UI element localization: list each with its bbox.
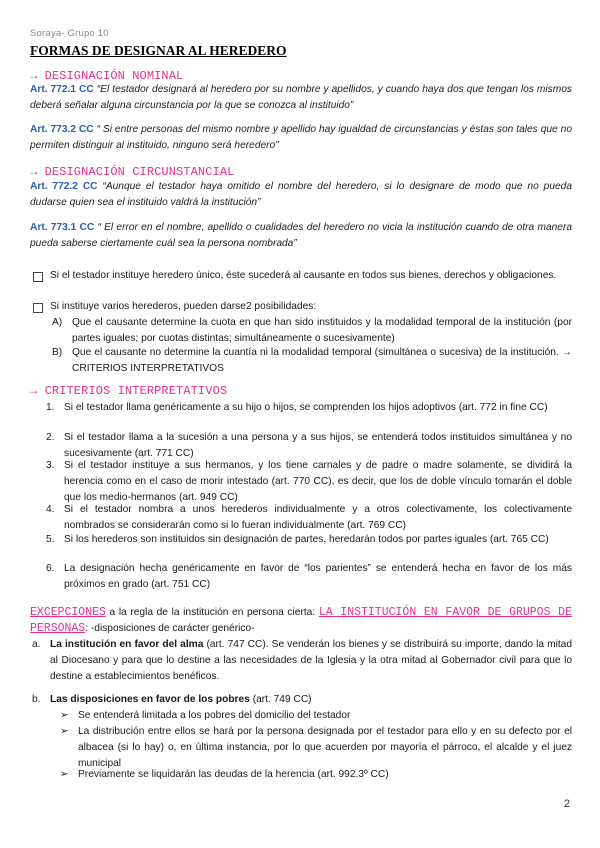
exceptions-rule-suffix: : -disposiciones de carácter genérico- bbox=[85, 623, 255, 634]
checklist-item-single-heir: Si el testador instituye heredero único, éste sucederá al causante en todos sus bienes, derechos y obligaciones. bbox=[50, 270, 557, 281]
criteria-item: Si el testador nombra a unos herederos individualmente y a otros colectivamente, los colectivamente nombrados se considerarán como si lo fueran individualmente (art. 769 CC) bbox=[64, 504, 572, 531]
exception-item-a-text: (art. 747 CC). Se venderán los bienes y se distribuirá su importe, dando la mitad al Diocesano y para que lo destine a las necesidades de la Iglesia y la otra mitad al Gobernador civil para que lo destine a establecimientos benéficos. bbox=[50, 639, 573, 682]
list-marker: a. bbox=[32, 639, 41, 650]
article-773-1 bbox=[30, 220, 572, 252]
article-quote: “Aunque el testador haya omitido el nombre del heredero, si lo designare de modo que no pueda dudarse quien sea el instituido valdrá la institución” bbox=[30, 181, 572, 208]
exception-item-a-title: La institución en favor del alma bbox=[50, 639, 204, 650]
section-title-nominal: → DESIGNACIÓN NOMINAL bbox=[30, 69, 184, 83]
exception-bullet: Se entenderá limitada a los pobres del domicilio del testador bbox=[78, 710, 351, 721]
exception-item-b-title: Las disposiciones en favor de los pobres bbox=[50, 694, 250, 705]
checklist-item-several-heirs: Si instituye varios herederos, pueden darse2 posibilidades: bbox=[50, 301, 317, 312]
list-marker: 5. bbox=[46, 534, 55, 545]
exception-bullet: Previamente se liquidarán las deudas de la herencia (art. 992.3º CC) bbox=[78, 769, 389, 780]
exceptions-label: EXCEPCIONES bbox=[30, 606, 106, 619]
article-ref: Art. 772.2 CC bbox=[30, 181, 98, 192]
page-title: FORMAS DE DESIGNAR AL HEREDERO bbox=[30, 43, 287, 58]
criteria-item: Si el testador instituye a sus hermanos, y los tiene carnales y de padre o madre solamente, se dividirá la herencia como en el caso de morir intestado (art. 770 CC), es decir, que los de doble vínculo tomarán el doble que los medio-hermanos (art. 949 CC) bbox=[64, 460, 572, 503]
list-marker: A) bbox=[52, 317, 63, 328]
list-marker: 3. bbox=[46, 460, 55, 471]
bullet-arrow-icon: ➢ bbox=[60, 769, 69, 780]
list-marker: B) bbox=[52, 347, 63, 358]
list-marker: 6. bbox=[46, 563, 55, 574]
section-title-circumstantial: → DESIGNACIÓN CIRCUNSTANCIAL bbox=[30, 165, 235, 179]
article-quote: “ Si entre personas del mismo nombre y apellido hay igualdad de circunstancias y éstas son tales que no permiten distinguir al instituido, ninguno será heredero” bbox=[30, 124, 572, 151]
sub-item-a: Que el causante determine la cuota en que han sido instituidos y la modalidad temporal de la institución (por partes iguales; por cuotas distintas; simultáneamente o sucesivamente) bbox=[72, 317, 572, 344]
criteria-item: Si los herederos son instituidos sin designación de partes, heredarán todos por partes iguales (art. 765 CC) bbox=[64, 534, 549, 545]
bullet-arrow-icon: ➢ bbox=[60, 726, 69, 737]
article-quote: “El testador designará al heredero por su nombre y apellidos, y cuando haya dos que tengan los mismos deberá señalar alguna circunstancia por la que se conozca al instituido” bbox=[30, 84, 572, 111]
sub-item-b: Que el causante no determine la cuantía ni la modalidad temporal (simultánea o sucesiva) de la institución. → CRITERIOS INTERPRETATIVOS bbox=[72, 347, 572, 374]
exceptions-rule-label: LA INSTITUCIÓN EN FAVOR DE GRUPOS DE PERSONAS bbox=[30, 606, 572, 635]
article-772-1 bbox=[30, 82, 572, 114]
article-ref: Art. 773.2 CC bbox=[30, 124, 94, 135]
exception-bullet: La distribución entre ellos se hará por la persona designada por el testador para ello y en su defecto por el albacea (si lo hay) o, en última instancia, por lo que acuerden por mayoría el párroco, el alcalde y el juez municipal bbox=[78, 726, 572, 769]
article-quote: “ El error en el nombre, apellido o cualidades del heredero no vicia la institución cuando de otra manera pueda saberse ciertamente cuál sea la persona nombrada” bbox=[30, 222, 572, 249]
criteria-item: La designación hecha genéricamente en favor de “los parientes” se entenderá hecha en favor de los más próximos en grado (art. 751 CC) bbox=[64, 563, 572, 590]
list-marker: 2. bbox=[46, 432, 55, 443]
article-ref: Art. 772.1 CC bbox=[30, 84, 94, 95]
criteria-item: Si el testador llama a la sucesión a una persona y a sus hijos, se entenderá todos instituidos simultánea y no sucesivamente (art. 771 CC) bbox=[64, 432, 572, 459]
article-772-2 bbox=[30, 179, 572, 211]
list-marker: b. bbox=[32, 694, 41, 705]
list-marker: 1. bbox=[46, 402, 55, 413]
exception-item-b bbox=[50, 692, 572, 708]
criteria-item: Si el testador llama genéricamente a su hijo o hijos, se comprenden los hijos adoptivos (art. 772 in fine CC) bbox=[64, 402, 548, 413]
bullet-arrow-icon: ➢ bbox=[60, 710, 69, 721]
checkbox-icon bbox=[33, 303, 43, 313]
article-ref: Art. 773.1 CC bbox=[30, 222, 95, 233]
page-number: 2 bbox=[563, 798, 570, 810]
page-header: Soraya- Grupo 10 bbox=[30, 28, 109, 39]
section-title-criteria: → CRITERIOS INTERPRETATIVOS bbox=[30, 384, 228, 398]
article-773-2 bbox=[30, 122, 572, 154]
exception-item-a bbox=[50, 637, 572, 685]
exceptions-intro bbox=[30, 605, 572, 637]
exceptions-intro-text: a la regla de la institución en persona cierta: bbox=[105, 607, 316, 618]
checkbox-icon bbox=[33, 272, 43, 282]
exception-item-b-text: (art. 749 CC) bbox=[249, 694, 312, 705]
list-marker: 4. bbox=[46, 504, 55, 515]
